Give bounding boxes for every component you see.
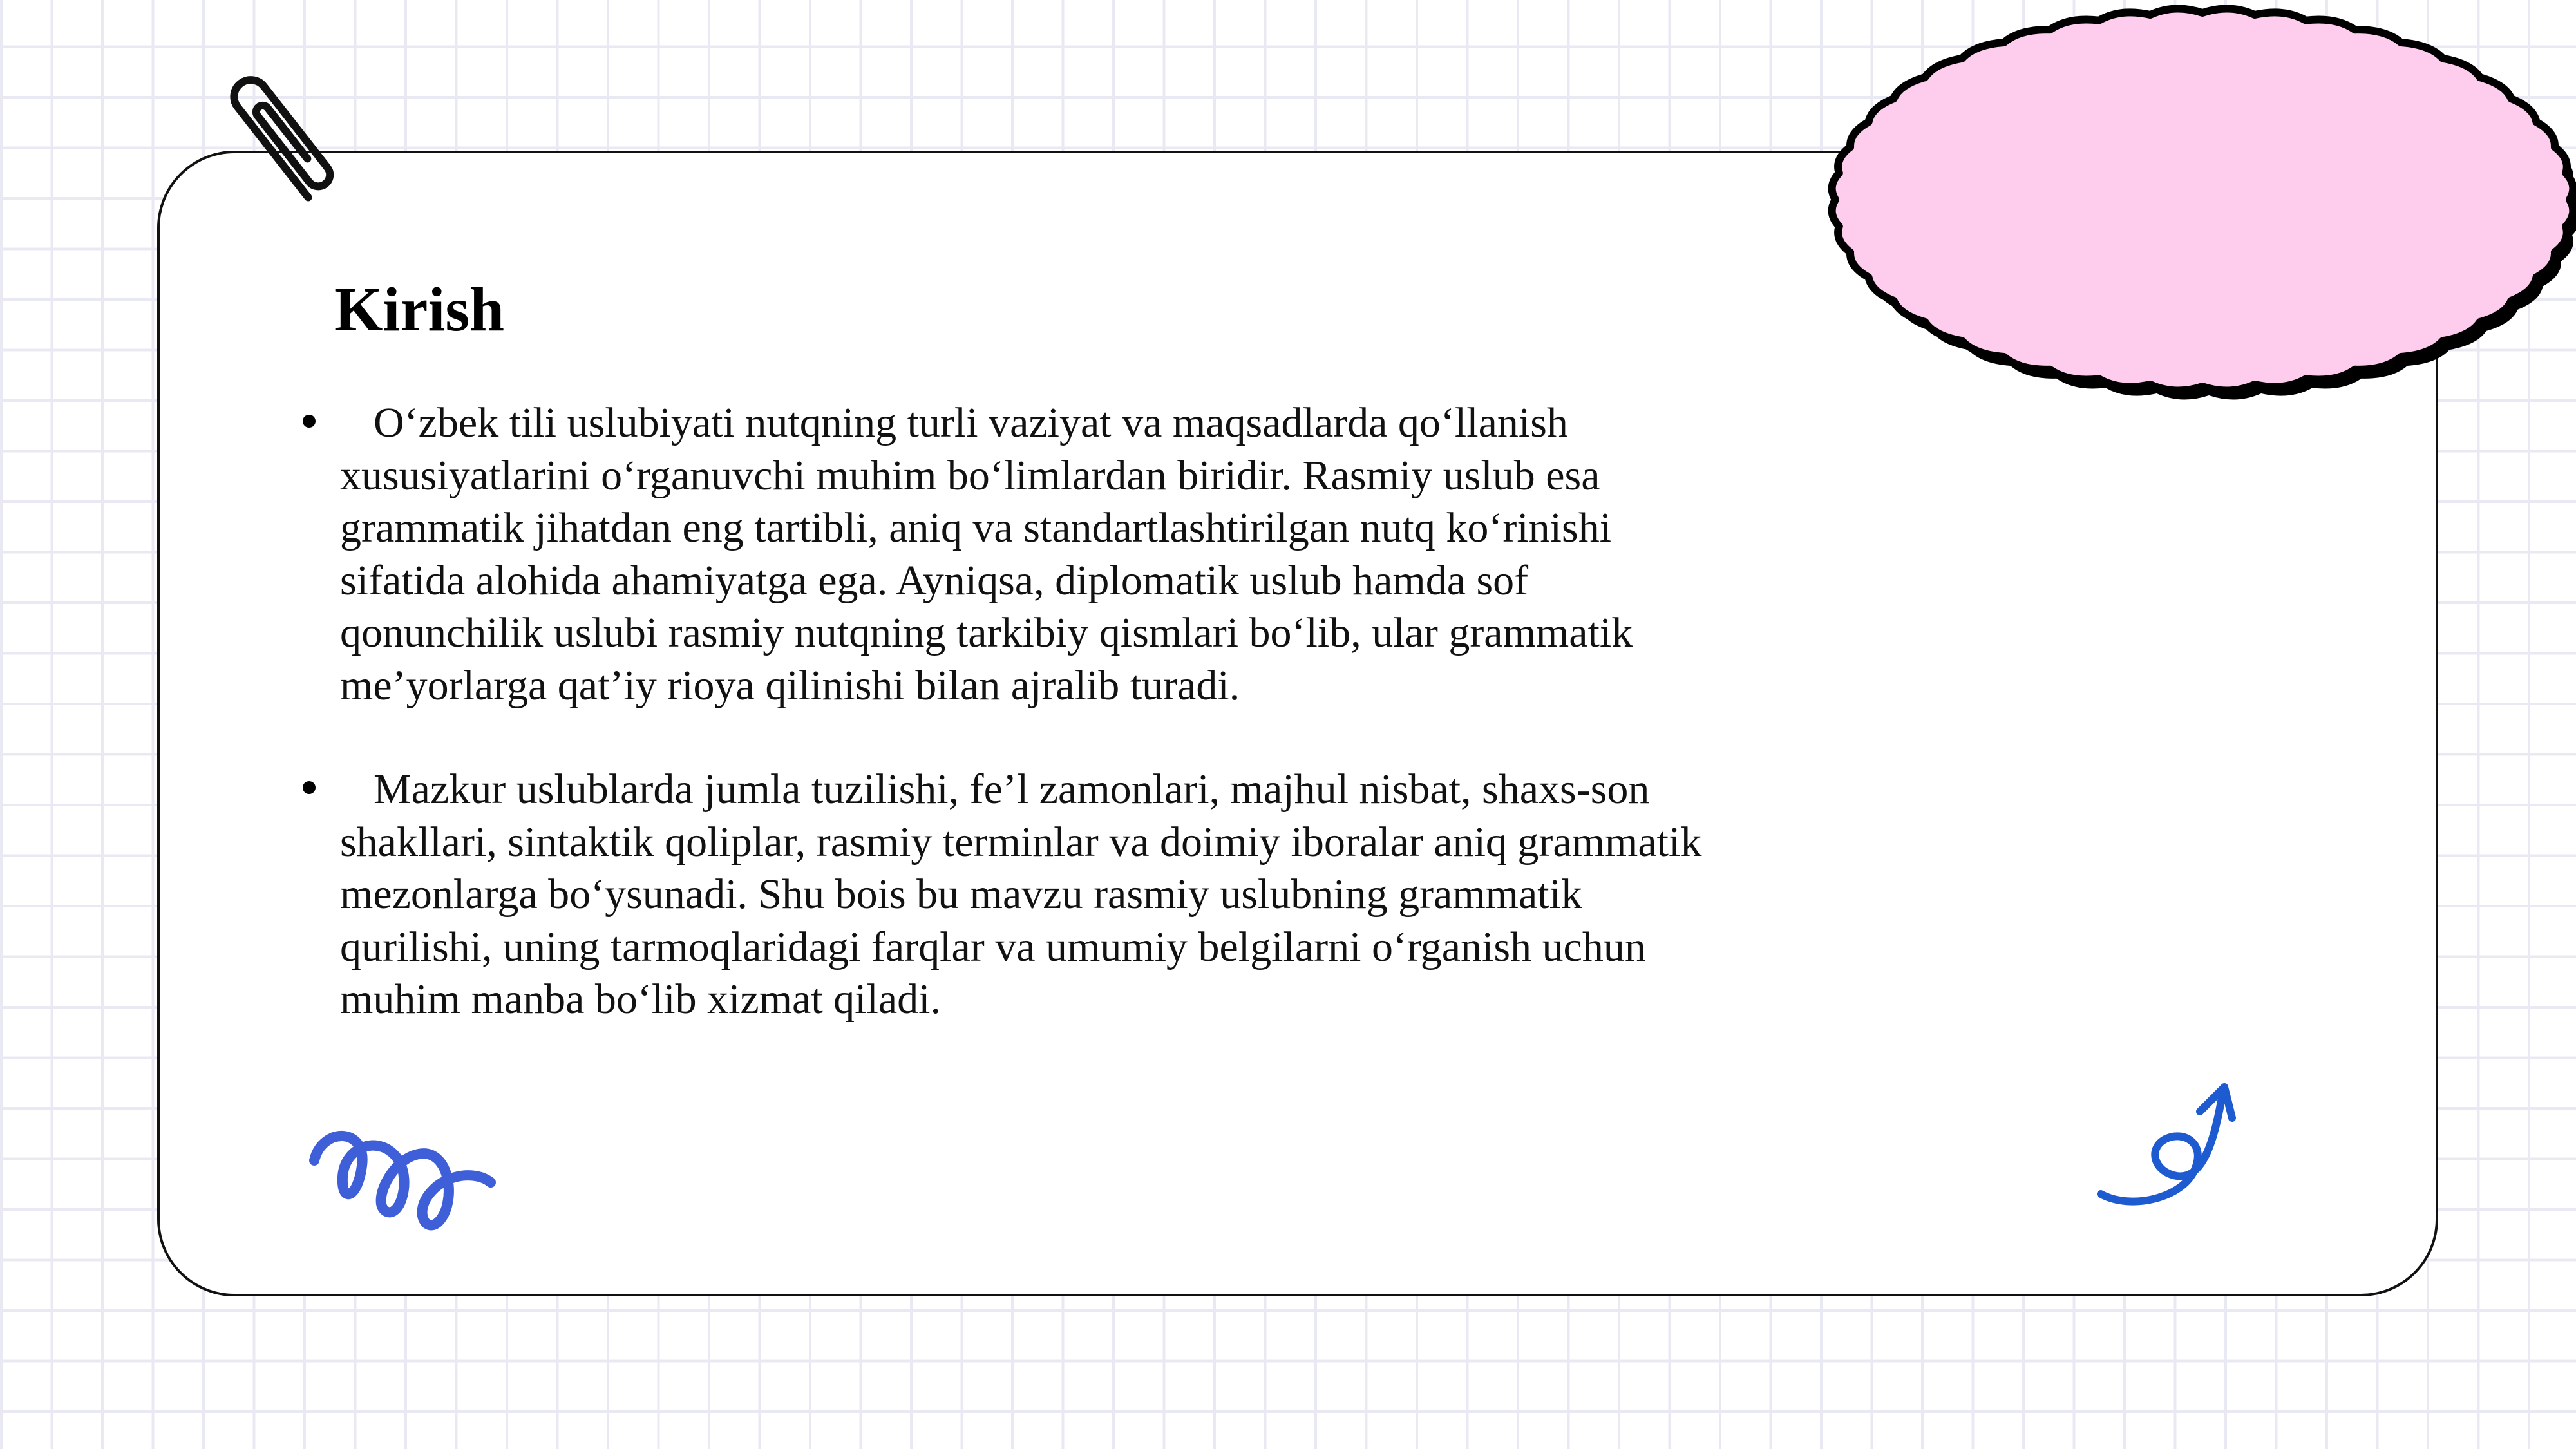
- bullet-list: [303, 397, 1739, 1077]
- paperclip-icon: [206, 64, 348, 219]
- pink-cloud-shape: [1816, 0, 2576, 406]
- slide-title: Kirish: [334, 275, 505, 344]
- bullet-item: [303, 397, 1739, 712]
- swirl-arrow-icon: [2087, 1069, 2248, 1217]
- squiggle-icon: [303, 1114, 496, 1243]
- bullet-marker: [303, 415, 316, 428]
- bullet-item: [303, 763, 1739, 1026]
- bullet-marker: [303, 781, 316, 794]
- bullet-text: Mazkur uslublarda jumla tuzilishi, fe’l zamonlari, majhul nisbat, shaxs-son shakllari, sintaktik qoliplar, rasmiy terminlar va doimiy iboralar aniq grammatik mezonlarga bo‘ysunadi. Shu bois bu mavzu rasmiy uslubning grammatik qurilishi, uning tarmoqlaridagi farqlar va umumiy belgilarni o‘rganish uchun muhim manba bo‘lib xizmat qiladi.: [340, 766, 1702, 1023]
- bullet-text: O‘zbek tili uslubiyati nutqning turli vaziyat va maqsadlarda qo‘llanish xususiyatlarini o‘rganuvchi muhim bo‘limlardan biridir. Rasmiy uslub esa grammatik jihatdan eng tartibli, aniq va standartlashtirilgan nutq ko‘rinishi sifatida alohida ahamiyatga ega. Ayniqsa, diplomatik uslub hamda sof qonunchilik uslubi rasmiy nutqning tarkibiy qismlari bo‘lib, ular grammatik me’yorlarga qat’iy rioya qilinishi bilan ajralib turadi.: [340, 399, 1633, 709]
